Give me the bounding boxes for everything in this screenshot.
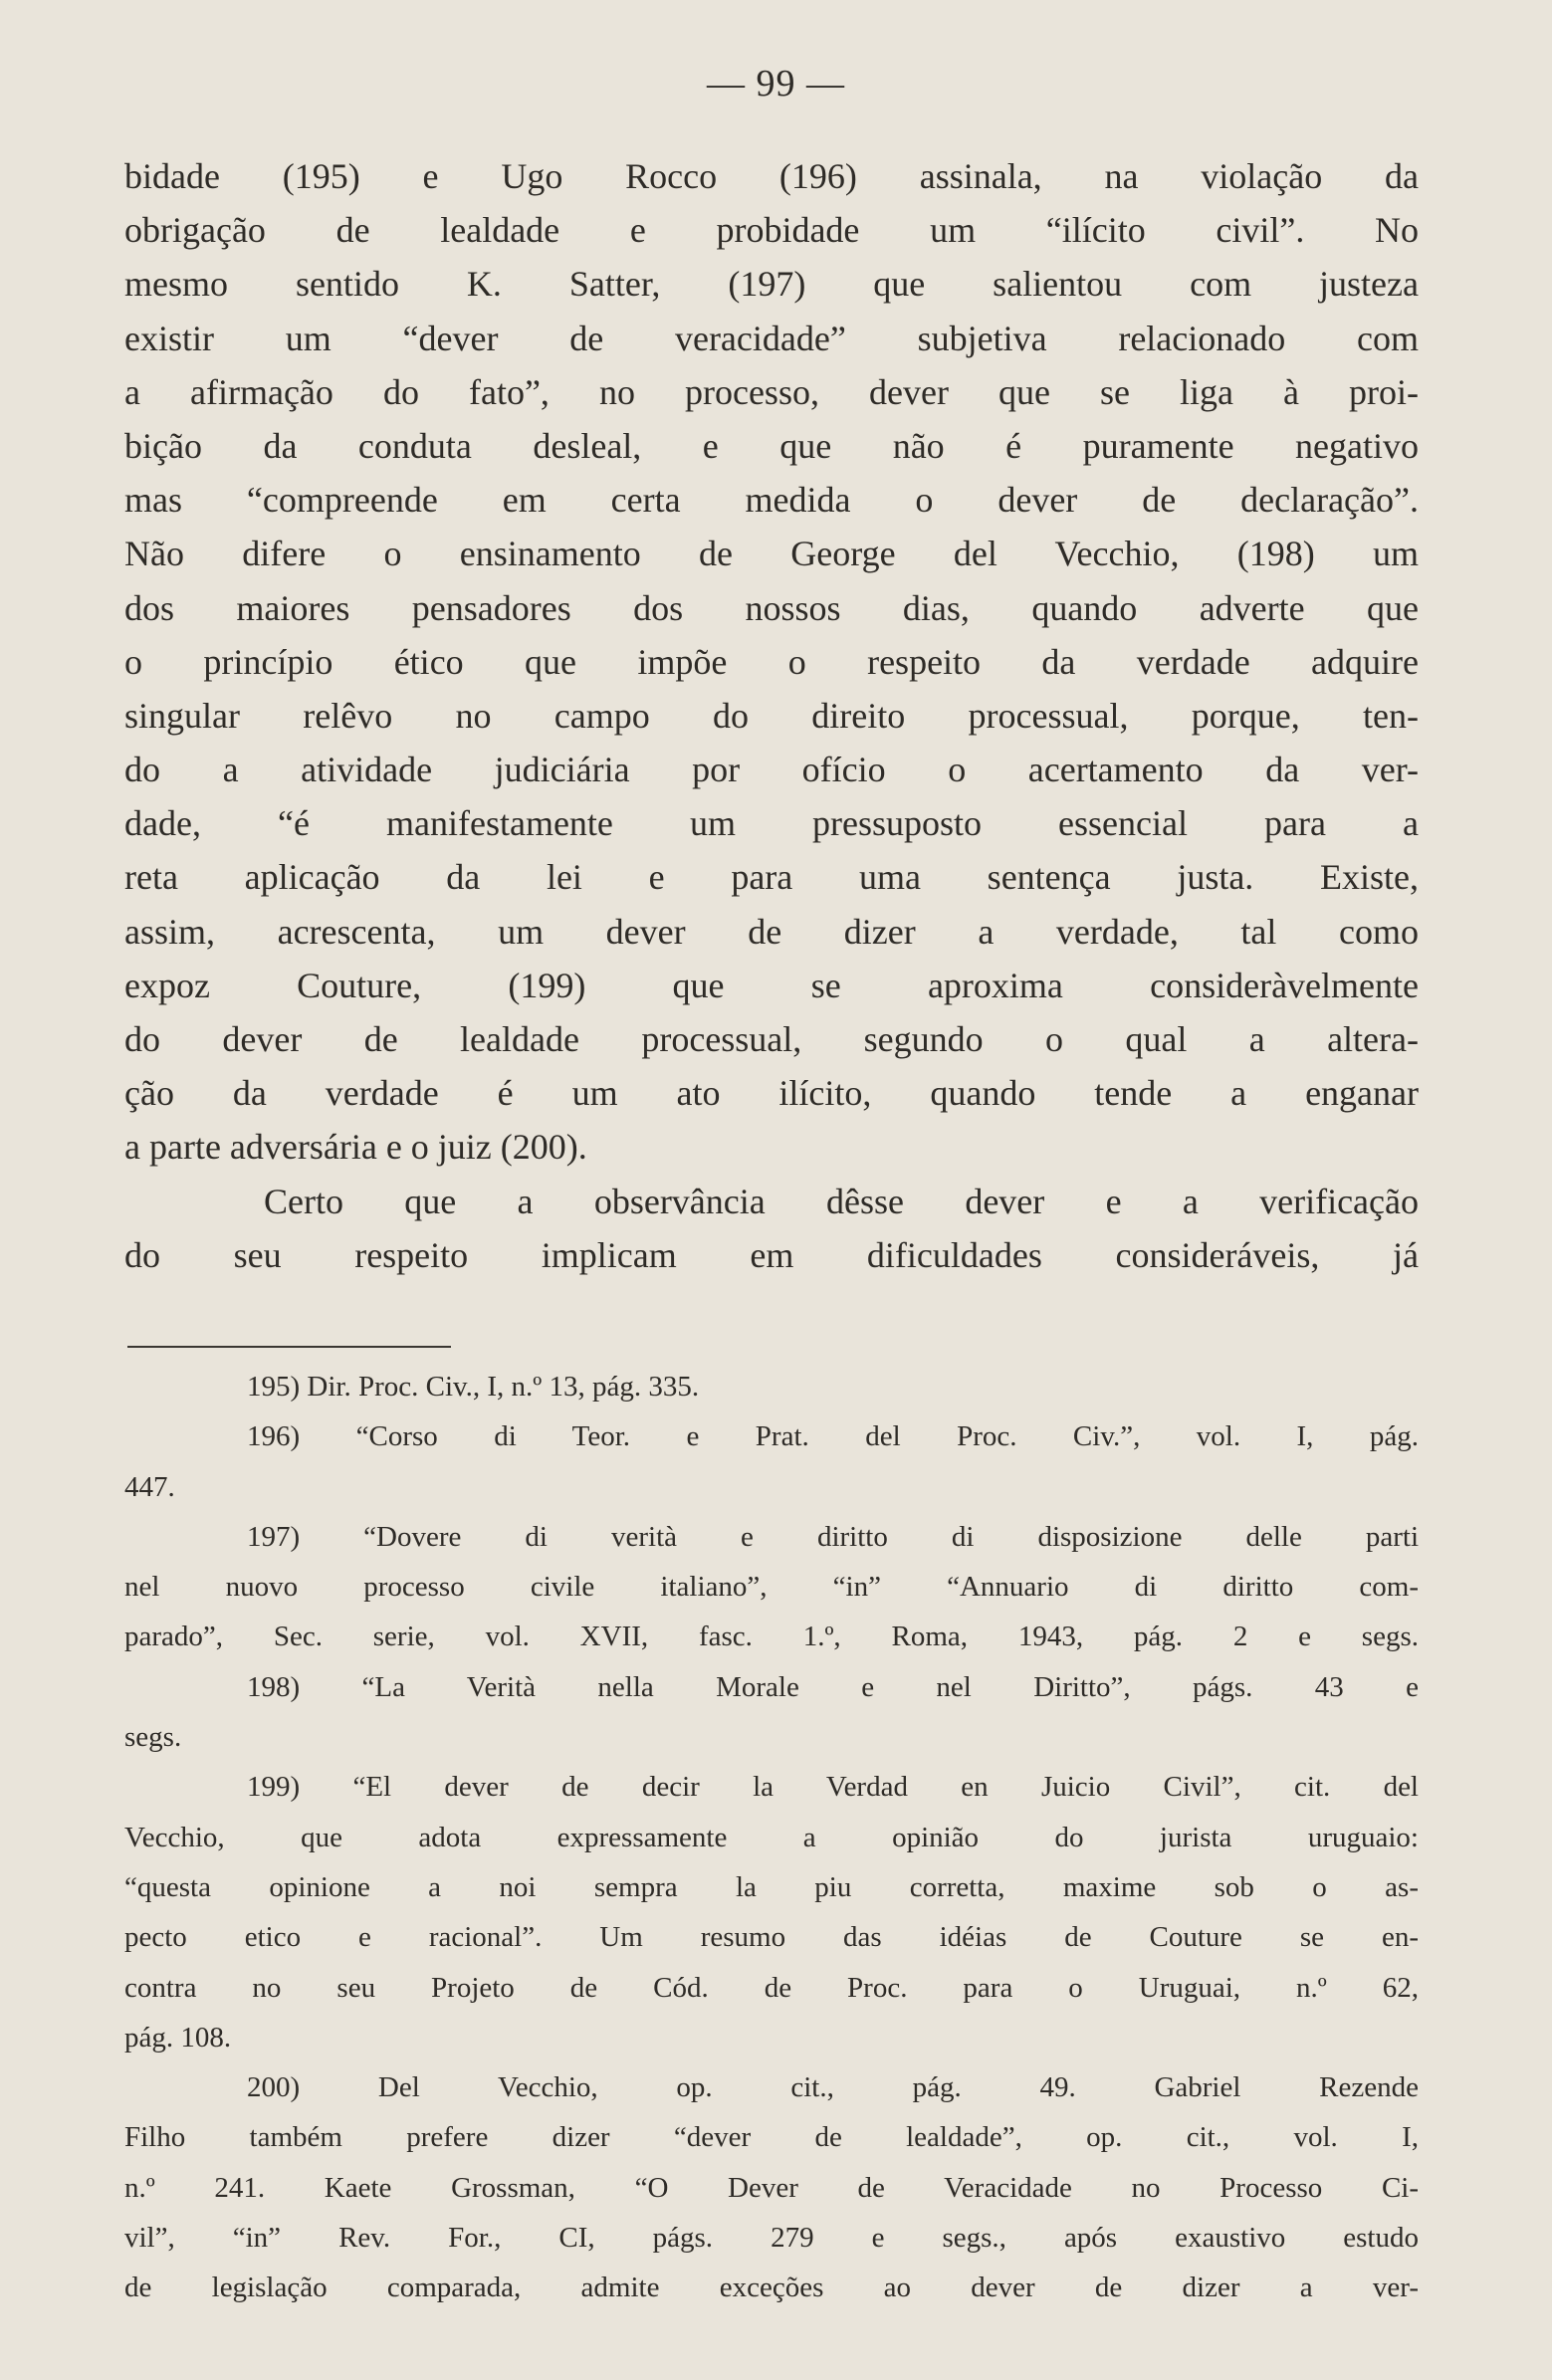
footnote-line: Filho também prefere dizer “dever de lealdade”, op. cit., vol. I,: [124, 2121, 1419, 2154]
footnote-line: 198) “La Verità nella Morale e nel Diritto”, págs. 43 e: [247, 1670, 1419, 1703]
footnote-line: vil”, “in” Rev. For., CI, págs. 279 e segs., após exaustivo estudo: [124, 2222, 1419, 2255]
text-line: reta aplicação da lei e para uma sentença justa. Existe,: [124, 857, 1419, 898]
footnotes: [124, 1362, 1419, 2313]
text-line: ção da verdade é um ato ilícito, quando tende a enganar: [124, 1073, 1419, 1114]
text-line: do seu respeito implicam em dificuldades consideráveis, já: [124, 1234, 1419, 1275]
text-line: a afirmação do fato”, no processo, dever que se liga à proi-: [124, 371, 1419, 412]
footnote-line: pág. 108.: [124, 2021, 232, 2054]
footnote-line: nel nuovo processo civile italiano”, “in” “Annuario di diritto com-: [124, 1571, 1419, 1604]
text-line: mas “compreende em certa medida o dever de declaração”.: [124, 480, 1419, 521]
text-line: singular relêvo no campo do direito processual, porque, ten-: [124, 695, 1419, 736]
text-line: do dever de lealdade processual, segundo o qual a altera-: [124, 1019, 1419, 1059]
text-line: do a atividade judiciária por ofício o acertamento da ver-: [124, 750, 1419, 790]
footnote-line: Vecchio, que adota expressamente a opinião do jurista uruguaio:: [124, 1821, 1419, 1853]
page-number: — 99 —: [707, 63, 845, 105]
footnote-line: contra no seu Projeto de Cód. de Proc. para o Uruguai, n.º 62,: [124, 1971, 1419, 2004]
text-line: assim, acrescenta, um dever de dizer a verdade, tal como: [124, 911, 1419, 952]
text-line: dade, “é manifestamente um pressuposto essencial para a: [124, 803, 1419, 844]
text-line: bição da conduta desleal, e que não é puramente negativo: [124, 425, 1419, 466]
footnote-line: 199) “El dever de decir la Verdad en Juicio Civil”, cit. del: [247, 1771, 1419, 1804]
footnote-line: 200) Del Vecchio, op. cit., pág. 49. Gabriel Rezende: [247, 2071, 1419, 2104]
footnote-line: 196) “Corso di Teor. e Prat. del Proc. Civ.”, vol. I, pág.: [247, 1420, 1419, 1453]
text-line: Certo que a observância dêsse dever e a verificação: [264, 1181, 1419, 1221]
text-line: Não difere o ensinamento de George del Vecchio, (198) um: [124, 534, 1419, 574]
footnote-line: de legislação comparada, admite exceções ao dever de dizer a ver-: [124, 2272, 1419, 2304]
footnote-line: 195) Dir. Proc. Civ., I, n.º 13, pág. 335.: [247, 1371, 700, 1403]
text-line: mesmo sentido K. Satter, (197) que salientou com justeza: [124, 264, 1419, 305]
text-line: expoz Couture, (199) que se aproxima consideràvelmente: [124, 965, 1419, 1005]
footnote-line: “questa opinione a noi sempra la piu corretta, maxime sob o as-: [124, 1870, 1419, 1903]
footnote-line: 197) “Dovere di verità e diritto di disposizione delle parti: [247, 1520, 1419, 1553]
text-line: existir um “dever de veracidade” subjetiva relacionado com: [124, 318, 1419, 358]
footnote-line: pecto etico e racional”. Um resumo das idéias de Couture se en-: [124, 1921, 1419, 1954]
footnote-line: n.º 241. Kaete Grossman, “O Dever de Veracidade no Processo Ci-: [124, 2171, 1419, 2204]
footnote-line: segs.: [124, 1721, 182, 1754]
footnote-separator: [127, 1346, 451, 1348]
text-line: bidade (195) e Ugo Rocco (196) assinala, na violação da: [124, 156, 1419, 196]
text-line: dos maiores pensadores dos nossos dias, quando adverte que: [124, 587, 1419, 628]
text-line: obrigação de lealdade e probidade um “ilícito civil”. No: [124, 210, 1419, 251]
main-text: [124, 149, 1419, 1282]
text-line: o princípio ético que impõe o respeito da verdade adquire: [124, 641, 1419, 682]
footnote-line: 447.: [124, 1470, 175, 1503]
text-line: a parte adversária e o juiz (200).: [124, 1127, 587, 1168]
footnote-line: parado”, Sec. serie, vol. XVII, fasc. 1.º, Roma, 1943, pág. 2 e segs.: [124, 1621, 1419, 1653]
